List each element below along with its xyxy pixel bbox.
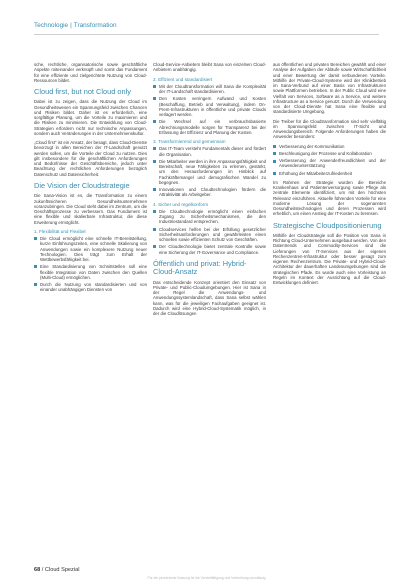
bullet-square-icon — [153, 160, 156, 163]
copyright-watermark: Für die persönliche Nutzung ist die Vervielfältigung und Verbreitung unzulässig — [147, 576, 266, 580]
subheading-transforming: 3. Transformierend und gemeinsam — [153, 139, 226, 144]
bullet-square-icon — [153, 147, 156, 150]
bullet-list — [153, 84, 266, 135]
bullet-square-icon — [273, 160, 276, 163]
list-item: Cloudservices helfen bei der Erfüllung gesetzlicher Sicherheitsanforderungen und gewährleisten einen schnellen sowie effizienten Schutz von Geschäften. — [153, 227, 266, 243]
header-section: Technologie — [34, 22, 69, 29]
page-footer — [34, 567, 79, 573]
bullet-list — [34, 236, 147, 293]
list-item: Der Cloudtechnologie bietet zentrale Kontrolle sowie eine Sicherung der IT-Governance und Compliance. — [153, 244, 266, 255]
paragraph: Die Sana-Vision ist es, die Transformation zu einem zukunftssicheren Gesundheitsunternehmen voranzubringen. Die Cloud steht dabei im Zentrum, um die Geschäftsprozesse zu verbessern. Das Fundament ist eine flexible und skalierbare Infrastruktur, die diese Erweiterung ermöglicht. — [34, 193, 147, 225]
paragraph: Das entscheidende Konzept orientiert den Einsatz von Private- und Public-Cloudumgebungen. Hier ist Sana in der Regel die Anwendungs- und Anwendungssystemlandschaft, dass Sana selbst wählen kann, was für die jeweiligen Fachaufgaben geeignet ist. Dadurch wird eine Hybrid-Cloud-Systematik möglich, in der die Cloudlösungen — [153, 279, 266, 317]
paragraph: Im Rahmen der Strategie wurden die Bereiche Krankenhaus und Patientenversorgung sowie Pflege als zentrale Elemente identifiziert, um mit den höchsten Relevanz einzuführen. Aktuelle führenden Vorteile für eine moderne Lösung der sogenannten Gesundheitstechnologien und deren Prozessen wird erheblich, um einen Anstieg der IT-Kosten zu bremsen. — [273, 179, 386, 217]
list-item: Das IT-Team versteht Fundamentals dieser und fördert die Organisation. — [153, 146, 266, 157]
list-item: Verbesserung der Kommunikation — [273, 144, 386, 149]
header-topic: Transformation — [73, 22, 117, 29]
header-separator: | — [70, 22, 72, 29]
bullet-square-icon — [273, 172, 276, 175]
list-item: Verbesserung der Anwenderfreundlichkeit und der Anwenderunterstützung — [273, 158, 386, 169]
paragraph: Dabei ist zu zeigen, dass die Nutzung der Cloud im Gesundheitswesen ein Spannungsfeld zwischen Chancen und Risiken bildet. Daher ist es erforderlich, eine sorgfältige Planung, um die Vorteile zu maximieren und die Risiken zu minimieren. Die Entwicklung von Cloud-Strategien erfordern nicht nur technische Anpassungen, sondern auch Veränderungen in der Unternehmenskultur. — [34, 99, 147, 136]
list-item: Durch die Nutzung von standardisierten und von einander unabhängigen Diensten von — [34, 282, 147, 293]
list-item: Den Kosten verringern Aufwand und Kosten (Beschaffung, Betrieb und Verwaltung), indem On-Prem-Infrastrukturen in öffentliche und private Clouds verlagert werden. — [153, 96, 266, 117]
bullet-square-icon — [34, 283, 37, 286]
bullet-square-icon — [153, 210, 156, 213]
subheading-flexibility: 1. Flexibilität und Flexibel — [34, 228, 86, 234]
publication-name: Cloud Spezial — [44, 567, 80, 573]
bullet-list — [273, 144, 386, 176]
list-item: Die Mitarbeiter werden in ihre Anpassungsfähigkeit und Bereitschaft, neue Fähigkeiten zu erlernen, gestärkt, um den Herausforderungen im Hinblick auf Fachkräftemangel und demografischen Wandel zu begegnen. — [153, 159, 266, 185]
paragraph: sche, rechtliche, organisatorische sowie geschäftliche Aspekte miteinander verknüpft und somit das Fundament für eine effiziente und zielgerichtete Nutzung von Cloud-Ressourcen bildet. — [34, 62, 147, 83]
bullet-square-icon — [153, 85, 156, 88]
bullet-list — [153, 146, 266, 197]
bullet-square-icon — [153, 228, 156, 231]
running-header — [34, 22, 117, 29]
list-item: Die Cloudtechnologie ermöglicht einen einfachen Zugang zu Sicherheitsmechanismen, die den Industriestandard entsprechen. — [153, 209, 266, 225]
bullet-list — [153, 209, 266, 255]
paragraph: Die Treiber für die Cloudtransformation sind sehr vielfältig im Spannungsfeld zwischen IT-Sicht und Anwendungsbereich. Folgende Anforderungen haben die Anwender besonders: — [273, 118, 386, 140]
section-heading-cloud-first: Cloud first, but not Cloud only — [34, 87, 131, 96]
page-number: 68 — [34, 567, 41, 573]
subheading-secure: 4. Sicher und regelkonform — [153, 201, 209, 207]
bullet-square-icon — [34, 237, 37, 240]
bullet-square-icon — [153, 245, 156, 248]
paragraph: Mithilfe der Cloudstrategie soll die Position von Sana in Richtung Cloud-Unternehmen ausgebaut werden. Von den Datentrends und Commodity-Services sind die Lieferungen von IT-Services aus der eigenen Rechenzentren-Infrastruktur oder besser gesagt zum eigenen Rechenzentrum. Die Private- und Hybrid-Cloud-Architektur der dauerhaften Landesumgebungen sind die strategischen Pfade. Es wurde auch eine Vorleistung an Regeln im Kontext der Ausrichtung auf die Cloud-Entwicklungen definiert. — [273, 232, 386, 286]
list-item: Mit der Cloudtransformation will Sana die Komplexität der IT-Landschaft standardisieren. — [153, 84, 266, 95]
bullet-square-icon — [34, 265, 37, 268]
bullet-square-icon — [153, 188, 156, 191]
paragraph: Cloud-Service-Anbietern bleibt Sana von einzelnen Cloud-Anbietern unabhängig. — [153, 62, 266, 73]
list-item: Beschleunigung der Prozesse und Kollaboration — [273, 151, 386, 156]
bullet-square-icon — [273, 145, 276, 148]
list-item: Innovationen und Cloudtechnologien fördern die Attraktivität als Arbeitgeber. — [153, 187, 266, 198]
paragraph: aus öffentlichen und privaten Bereichen gewählt und einer Analyse der Aufgaben der Abläufe sowie Wirtschaftlichkeit und einer Bewertung der damit verbundenen Vorteile. Mithilfe der Private-Cloud-Systeme wird der Klinikbetrieb im Sana-Verbund auf einer Basis von Infrastrukturen sowie Plattformen betrieben. In der Public Cloud wird eine Vielfalt von Services, Software as a Service, und weitere Infrastructure as a Service genutzt. Durch die Verwendung von der Cloud-Dienste hat Sana eine flexible und standardisierte Umgebung. — [273, 62, 386, 115]
header-rule — [34, 34, 379, 35]
footer-separator: / — [41, 567, 44, 573]
list-item: Eine Standardisierung von Schnittstellen soll eine flexible Integration von Daten zwischen den Quellen (Multi-Cloud) ermöglichen. — [34, 264, 147, 280]
list-item: Die Cloud ermöglicht eine schnelle IT-Bereitstellung, kurze Einführungszeiten, eine schnelle Skalierung von Anwendungen sowie ein komplexere Nutzung neuer Technologien. Dies trägt zum Erhalt der Wettbewerbsfähigkeit bei. — [34, 236, 147, 262]
paragraph: „Cloud first“ ist ein Ansatz, der besagt, dass Cloud-Dienste bevorzugt in allen Bereichen der IT-Landschaft genutzt werden sollen, um die Vorteile der Cloud zu nutzen. Dies gilt insbesondere für die geschäftlichen Anforderungen und Bedürfnisse der Geschäftsbereiche, jedoch unter Beachtung der rechtlichen Anforderungen bezüglich Datenschutz und Datensicherheit. — [34, 140, 147, 177]
column-1 — [34, 62, 147, 297]
list-item: Die Wechsel auf ein verbrauchsbasierte Abrechnungsmodelle sorgen für Transparenz bei der Erfassung der Effizienz und Planung der Kosten. — [153, 119, 266, 135]
section-heading-hybrid-cloud: Öffentlich und privat: Hybrid-Cloud-Ansatz — [153, 258, 247, 277]
section-heading-strategic-positioning: Strategische Cloudpositionierung — [273, 220, 382, 230]
list-item: Erhöhung der Mitarbeiterzufriedenheit — [273, 171, 386, 176]
bullet-square-icon — [153, 97, 156, 100]
bullet-square-icon — [273, 152, 276, 155]
column-2 — [153, 62, 266, 320]
bullet-square-icon — [153, 120, 156, 123]
section-heading-vision: Die Vision der Cloudstrategie — [34, 180, 130, 190]
column-3 — [273, 62, 386, 289]
subheading-efficient: 2. Effizient und standardisiert — [153, 76, 213, 82]
